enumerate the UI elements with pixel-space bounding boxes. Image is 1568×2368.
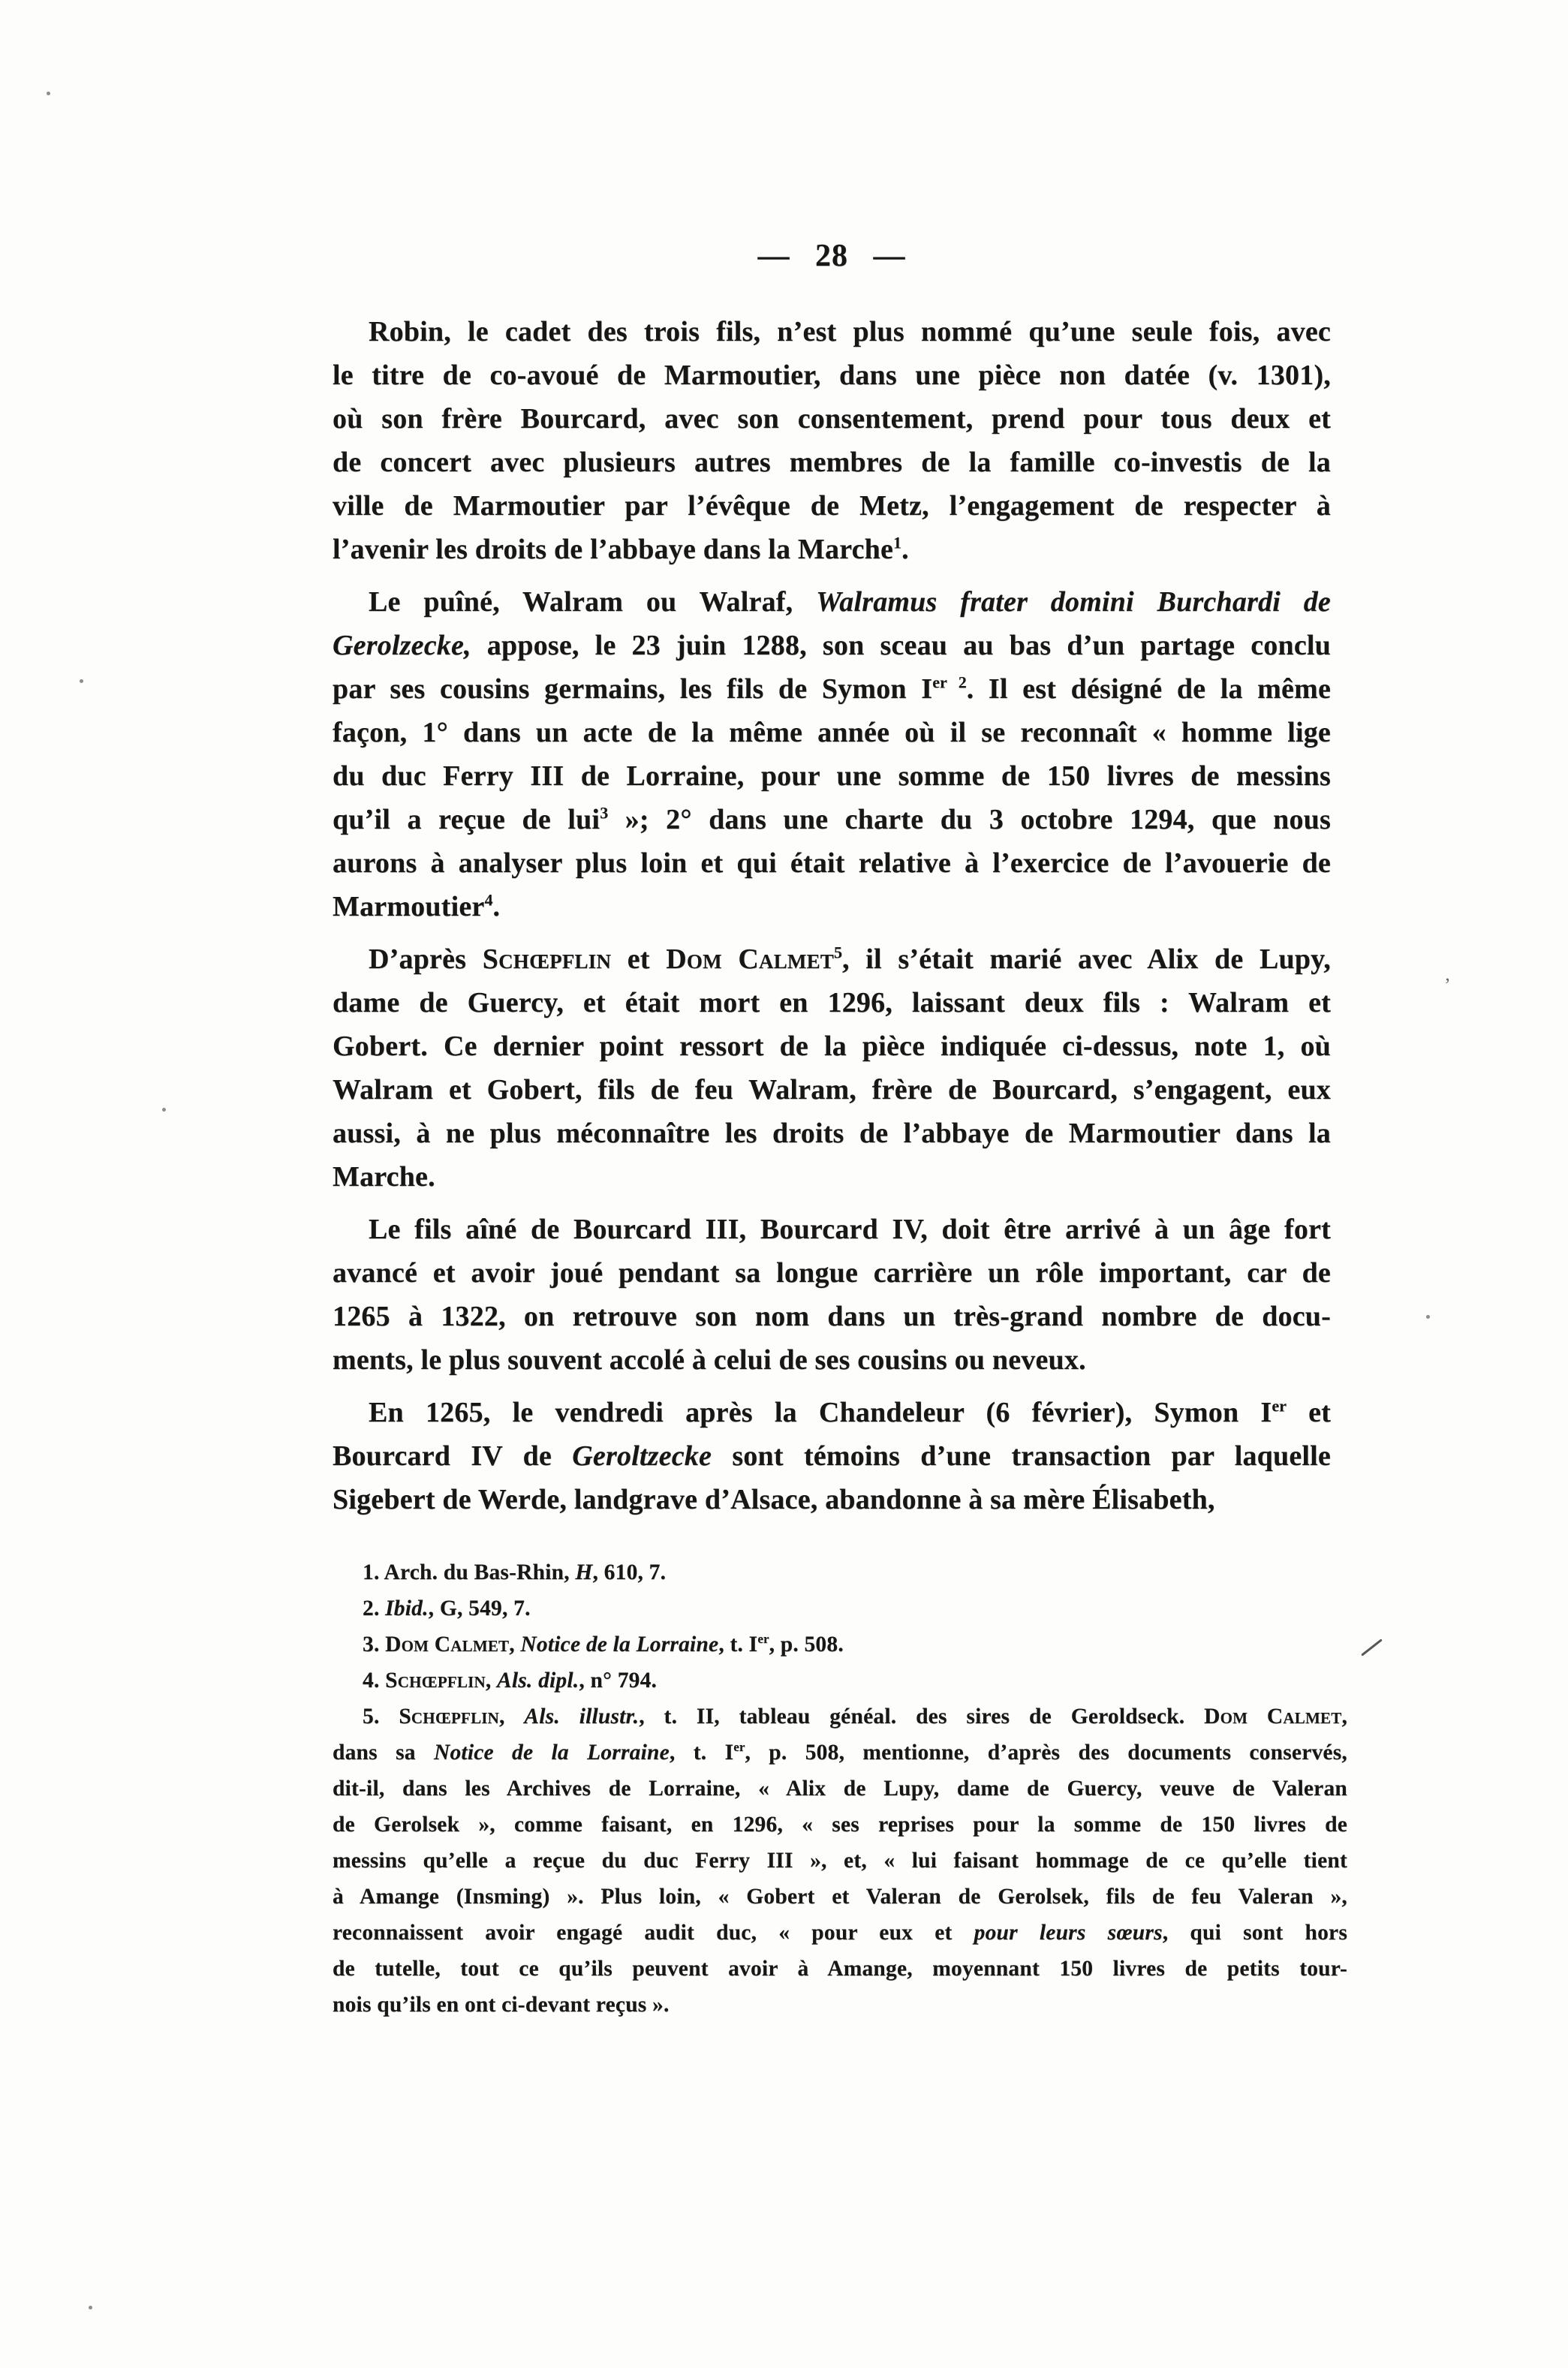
text-segment: , il s’était marié avec Alix de Lupy, — [842, 943, 1331, 975]
text-line — [333, 310, 1331, 354]
text-segment: . Il est désigné de la même — [966, 673, 1332, 705]
text-segment: et — [1286, 1397, 1331, 1428]
text-line — [333, 580, 1331, 624]
text-segment: dame de Guercy, et était mort en 1296, laissant deux fils : Walram et — [333, 987, 1331, 1019]
text-segment: Bourcard IV de — [333, 1440, 573, 1472]
text-segment: Schœpflin — [482, 943, 612, 975]
text-segment: , — [499, 1705, 525, 1729]
text-segment: et — [611, 943, 667, 975]
footnote-ref: er — [757, 1632, 769, 1647]
text-segment: , t. I — [718, 1632, 758, 1656]
paragraph — [333, 1208, 1331, 1382]
text-segment: 5. — [363, 1705, 399, 1729]
text-segment: aussi, à ne plus méconnaître les droits de l’abbaye de Marmoutier dans la — [333, 1118, 1331, 1149]
text-segment: Marche. — [333, 1161, 435, 1193]
text-segment: du duc Ferry III de Lorraine, pour une somme de 150 livres de messins — [333, 760, 1331, 792]
text-segment: »; 2° dans une charte du 3 octobre 1294, que nous — [608, 804, 1331, 835]
text-line — [333, 667, 1331, 711]
text-line — [333, 1699, 1347, 1735]
text-segment: dans sa — [333, 1741, 434, 1765]
text-segment: , — [1341, 1705, 1348, 1729]
text-segment: . — [492, 891, 501, 922]
text-segment: . — [901, 534, 909, 565]
footnote-ref: 1 — [893, 533, 902, 552]
text-line — [333, 624, 1331, 667]
text-line — [333, 1626, 1347, 1662]
text-segment: Walramus frater domini Burchardi de — [816, 586, 1331, 618]
paragraph — [333, 1391, 1331, 1521]
text-segment: 1. Arch. du Bas-Rhin, — [363, 1560, 576, 1584]
text-line — [333, 1295, 1331, 1338]
page-number: — 28 — — [757, 239, 906, 273]
scan-speck — [1426, 1315, 1430, 1319]
text-segment: Walram et Gobert, fils de feu Walram, frère de Bourcard, s’engagent, eux — [333, 1074, 1331, 1106]
paragraph — [333, 1699, 1347, 2023]
scan-speck — [47, 92, 50, 95]
text-segment: ments, le plus souvent accolé à celui de ses cousins ou neveux. — [333, 1344, 1086, 1376]
text-segment: Als. illustr. — [524, 1705, 640, 1729]
footnotes-section — [333, 1554, 1347, 2023]
main-text — [333, 310, 1331, 1521]
text-line — [333, 1025, 1331, 1068]
text-segment: , p. 508. — [769, 1632, 844, 1656]
text-line — [333, 1879, 1347, 1915]
text-segment: pour leurs sœurs — [974, 1921, 1163, 1945]
text-segment: de Gerolsek », comme faisant, en 1296, « ses reprises pour la somme de 150 livres de — [333, 1813, 1347, 1837]
text-line — [333, 1807, 1347, 1843]
text-segment: nois qu’ils en ont ci-devant reçus ». — [333, 1993, 670, 2017]
paragraph — [333, 1590, 1347, 1626]
text-segment: , n° 794. — [579, 1668, 658, 1693]
text-line — [333, 1554, 1347, 1590]
text-segment: D’après — [369, 943, 483, 975]
text-line — [333, 1662, 1347, 1699]
text-line — [333, 1391, 1331, 1434]
paragraph — [333, 937, 1331, 1199]
text-segment: messins qu’elle a reçue du duc Ferry III », et, « lui faisant hommage de ce qu’elle tient — [333, 1849, 1347, 1873]
text-segment: à Amange (Insming) ». Plus loin, « Gobert et Valeran de Gerolsek, fils de feu Valeran », — [333, 1885, 1347, 1909]
text-segment: par ses cousins germains, les fils de Symon I — [333, 673, 933, 705]
text-segment: aurons à analyser plus loin et qui était relative à l’exercice de l’avouerie de — [333, 847, 1331, 879]
text-line — [333, 1251, 1331, 1295]
footnote-ref: 5 — [834, 943, 843, 962]
text-line — [333, 1987, 1347, 2023]
text-segment: le titre de co-avoué de Marmoutier, dans une pièce non datée (v. 1301), — [333, 360, 1331, 391]
text-segment: 1265 à 1322, on retrouve son nom dans un très-grand nombre de docu- — [333, 1301, 1331, 1332]
text-segment: 2. — [363, 1596, 386, 1620]
text-segment: Gobert. Ce dernier point ressort de la pièce indiquée ci-dessus, note 1, où — [333, 1031, 1331, 1062]
text-line — [333, 981, 1331, 1025]
text-segment: ville de Marmoutier par l’évêque de Metz, l’engagement de respecter à — [333, 490, 1331, 522]
text-line — [333, 1112, 1331, 1155]
text-segment: avancé et avoir joué pendant sa longue carrière un rôle important, car de — [333, 1257, 1331, 1289]
text-segment: , — [509, 1632, 521, 1656]
text-segment: de concert avec plusieurs autres membres de la famille co-investis de la — [333, 447, 1331, 478]
text-segment: , p. 508, mentionne, d’après des documents conservés, — [745, 1741, 1347, 1765]
text-line — [333, 1843, 1347, 1879]
text-line — [333, 1478, 1331, 1521]
text-line — [333, 354, 1331, 397]
text-line — [333, 1155, 1331, 1199]
text-segment: Sigebert de Werde, landgrave d’Alsace, abandonne à sa mère Élisabeth, — [333, 1484, 1215, 1515]
text-segment: , G, 549, 7. — [428, 1596, 531, 1620]
text-segment: , qui sont hors — [1162, 1921, 1347, 1945]
text-segment: H — [575, 1560, 593, 1584]
text-line — [333, 711, 1331, 754]
text-segment: 3. — [363, 1632, 386, 1656]
text-line — [333, 841, 1331, 885]
text-segment: où son frère Bourcard, avec son consentement, prend pour tous deux et — [333, 403, 1331, 435]
text-segment: Dom Calmet — [1204, 1705, 1342, 1729]
text-line — [333, 441, 1331, 484]
text-segment: Gerolzecke, — [333, 630, 471, 661]
text-segment: appose, le 23 juin 1288, son sceau au bas d’un partage conclu — [471, 630, 1331, 661]
scan-speck — [1361, 1638, 1383, 1656]
text-segment: En 1265, le vendredi après la Chandeleur (6 février), Symon I — [369, 1397, 1272, 1428]
text-segment: , t. II, tableau généal. des sires de Geroldseck. — [639, 1705, 1205, 1729]
text-segment: qu’il a reçue de lui — [333, 804, 600, 835]
text-segment: Dom Calmet — [666, 943, 835, 975]
paragraph — [333, 1554, 1347, 1590]
text-line — [333, 528, 1331, 571]
footnote-ref: 3 — [600, 803, 609, 823]
text-segment: , t. I — [669, 1741, 734, 1765]
text-segment: Le puîné, Walram ou Walraf, — [369, 586, 817, 618]
text-line — [333, 754, 1331, 798]
text-line — [333, 484, 1331, 528]
text-line — [333, 1068, 1331, 1112]
text-segment: l’avenir les droits de l’abbaye dans la Marche — [333, 534, 894, 565]
footnote-ref: 4 — [484, 890, 493, 910]
text-line — [333, 1951, 1347, 1987]
text-segment: dit-il, dans les Archives de Lorraine, « Alix de Lupy, dame de Guercy, veuve de Valeran — [333, 1777, 1347, 1801]
scan-speck — [162, 1108, 166, 1112]
footnote-ref: er — [1272, 1396, 1287, 1416]
text-line — [333, 1338, 1331, 1382]
text-line — [333, 1735, 1347, 1771]
text-line — [333, 798, 1331, 841]
text-segment: Als. dipl. — [496, 1668, 579, 1693]
text-segment: façon, 1° dans un acte de la même année où il se reconnaît « homme lige — [333, 717, 1331, 748]
paragraph — [333, 1662, 1347, 1699]
text-segment: , 610, 7. — [592, 1560, 667, 1584]
text-segment: Le fils aîné de Bourcard III, Bourcard IV, doit être arrivé à un âge fort — [369, 1214, 1331, 1245]
text-line — [333, 1434, 1331, 1478]
scan-speck — [80, 679, 83, 683]
text-segment: Marmoutier — [333, 891, 485, 922]
text-segment: Dom Calmet — [385, 1632, 510, 1656]
text-line — [333, 1208, 1331, 1251]
text-line — [333, 1915, 1347, 1951]
text-line — [333, 937, 1331, 981]
footnote-ref: er — [733, 1740, 745, 1755]
text-segment: reconnaissent avoir engagé audit duc, « pour eux et — [333, 1921, 974, 1945]
paragraph — [333, 580, 1331, 928]
text-segment: , — [485, 1668, 497, 1693]
text-line — [333, 397, 1331, 441]
scan-speck — [89, 2306, 92, 2309]
text-segment: de tutelle, tout ce qu’ils peuvent avoir à Amange, moyennant 150 livres de petits tour- — [333, 1957, 1347, 1981]
text-segment: Notice de la Lorraine — [433, 1741, 670, 1765]
text-segment: Robin, le cadet des trois fils, n’est plus nommé qu’une seule fois, avec — [369, 316, 1331, 348]
paragraph — [333, 1626, 1347, 1662]
paragraph — [333, 310, 1331, 571]
text-segment: Ibid. — [385, 1596, 429, 1620]
scan-speck: ’ — [1444, 974, 1451, 996]
text-line — [333, 1771, 1347, 1807]
text-segment: Schœpflin — [385, 1668, 486, 1693]
text-segment: Notice de la Lorraine — [520, 1632, 719, 1656]
footnote-ref: er 2 — [932, 672, 967, 692]
text-line — [333, 1590, 1347, 1626]
text-segment: Geroltzecke — [572, 1440, 712, 1472]
text-segment: sont témoins d’une transaction par laquelle — [712, 1440, 1331, 1472]
text-segment: 4. — [363, 1668, 386, 1693]
text-segment: Schœpflin — [399, 1705, 500, 1729]
text-line — [333, 885, 1331, 928]
